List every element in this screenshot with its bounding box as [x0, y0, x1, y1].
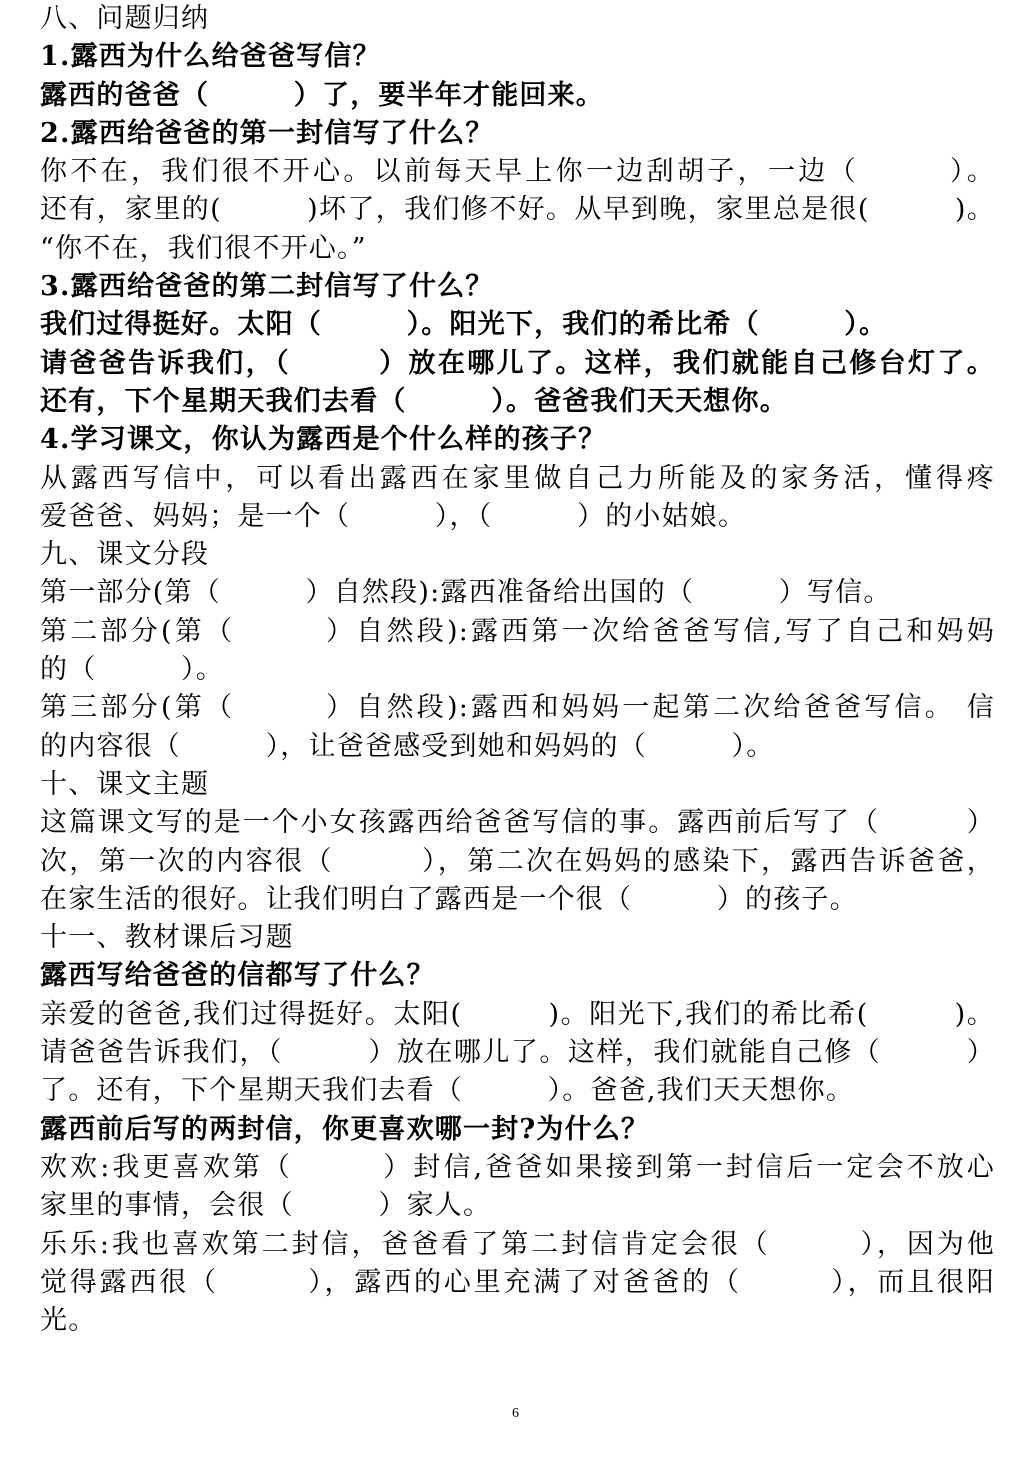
text-line: 1.露西为什么给爸爸写信？: [40, 41, 381, 73]
text-line: 家里的事情，会很（ ）家人。: [40, 1190, 492, 1222]
text-line: 你不在，我们很不开心。以前每天早上你一边刮胡子，一边（ ）。: [40, 156, 995, 188]
text-line: “你不在，我们很不开心。”: [40, 232, 367, 264]
text-line: 露西前后写的两封信，你更喜欢哪一封?为什么？: [40, 1113, 650, 1145]
text-line: 爱爸爸、妈妈；是一个（ ），（ ）的小姑娘。: [40, 500, 747, 532]
text-line: 的（ ）。: [40, 654, 224, 686]
text-line: 还有，家里的( )坏了，我们修不好。从早到晚，家里总是很( )。: [40, 194, 995, 226]
worksheet-content: [40, 0, 995, 1340]
text-line: 第二部分(第（ ）自然段):露西第一次给爸爸写信,写了自己和妈妈: [40, 615, 995, 647]
text-line: 我们过得挺好。太阳（ ）。阳光下，我们的希比希（ ）。: [40, 309, 888, 341]
text-lines: [40, 0, 995, 1340]
text-line: 这篇课文写的是一个小女孩露西给爸爸写信的事。露西前后写了（ ）: [40, 807, 995, 839]
text-line: 从露西写信中，可以看出露西在家里做自己力所能及的家务活，懂得疼: [40, 462, 995, 494]
text-line: 九、课文分段: [40, 539, 210, 571]
text-line: 亲爱的爸爸,我们过得挺好。太阳( )。阳光下,我们的希比希( )。: [40, 998, 995, 1030]
text-line: 八、问题归纳: [40, 3, 210, 34]
text-line: 露西写给爸爸的信都写了什么？: [40, 960, 435, 992]
text-line: 十一、教材课后习题: [40, 922, 294, 954]
text-line: 光。: [40, 1305, 97, 1337]
page-number: 6: [512, 1406, 519, 1421]
text-line: 的内容很（ ），让爸爸感受到她和妈妈的（ ）。: [40, 730, 775, 762]
text-line: 欢欢:我更喜欢第（ ）封信,爸爸如果接到第一封信后一定会不放心: [40, 1151, 995, 1183]
text-line: 在家生活的很好。让我们明白了露西是一个很（ ）的孩子。: [40, 883, 858, 915]
text-line: 第一部分(第（ ）自然段):露西准备给出国的（ ）写信。: [40, 577, 892, 609]
text-line: 4.学习课文，你认为露西是个什么样的孩子？: [40, 424, 607, 456]
text-line: 露西的爸爸（ ）了，要半年才能回来。: [40, 79, 604, 111]
text-line: 了。还有，下个星期天我们去看（ ）。爸爸,我们天天想你。: [40, 1075, 855, 1107]
text-line: 3.露西给爸爸的第二封信写了什么？: [40, 271, 494, 303]
text-line: 乐乐:我也喜欢第二封信，爸爸看了第二封信肯定会很（ ），因为他: [40, 1228, 995, 1260]
text-line: 2.露西给爸爸的第一封信写了什么？: [40, 117, 494, 149]
text-line: 第三部分(第（ ）自然段):露西和妈妈一起第二次给爸爸写信。 信: [40, 692, 995, 724]
text-line: 十、课文主题: [40, 768, 210, 800]
text-line: 次，第一次的内容很（ ），第二次在妈妈的感染下，露西告诉爸爸，: [40, 845, 995, 877]
text-line: 请爸爸告诉我们，（ ）放在哪儿了。这样，我们就能自己修台灯了。: [40, 347, 995, 379]
text-line: 请爸爸告诉我们，（ ）放在哪儿了。这样，我们就能自己修（ ）: [40, 1037, 995, 1069]
text-line: 还有，下个星期天我们去看（ ）。爸爸我们天天想你。: [40, 385, 788, 417]
text-line: 觉得露西很（ ），露西的心里充满了对爸爸的（ ），而且很阳: [40, 1266, 995, 1298]
